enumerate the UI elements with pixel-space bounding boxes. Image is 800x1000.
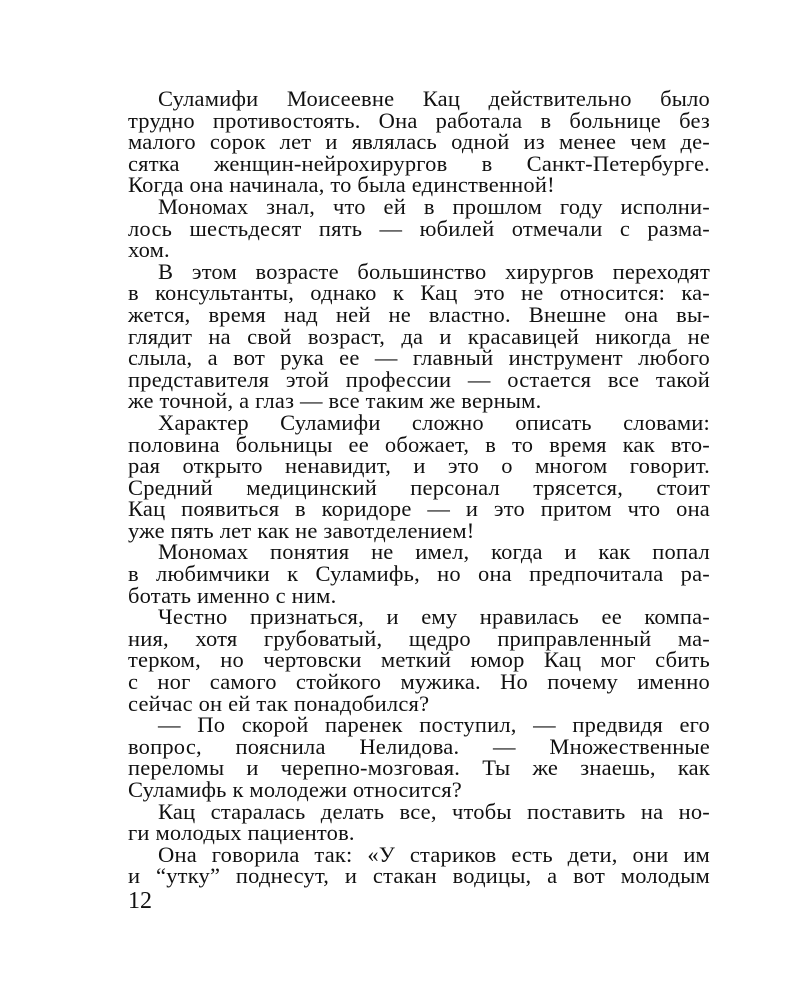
text-line: глядит на свой возраст, да и красавицей никогда не <box>128 323 710 349</box>
page-number: 12 <box>128 888 152 914</box>
text-line: и “утку” поднесут, и стакан водицы, а вот молодым <box>128 863 710 889</box>
text-line: В этом возрасте большинство хирургов переходят <box>158 258 710 284</box>
text-line: Характер Суламифи сложно описать словами: <box>158 409 710 435</box>
text-line: лось шестьдесят пять — юбилей отмечали с разма- <box>128 215 710 241</box>
text-line: Честно признаться, и ему нравилась ее компа- <box>158 604 710 630</box>
text-line: Мономах знал, что ей в прошлом году исполни- <box>158 193 710 219</box>
text-line: представителя этой профессии — остается все такой <box>128 366 710 392</box>
text-line: хом. <box>128 237 170 263</box>
text-line: Средний медицинский персонал трясется, стоит <box>128 474 710 500</box>
text-line: в консультанты, однако к Кац это не относится: ка- <box>128 280 710 306</box>
text-line: рая открыто ненавидит, и это о многом говорит. <box>128 453 710 479</box>
text-line: половина больницы ее обожает, в то время как вто- <box>128 431 710 457</box>
text-line: Мономах понятия не имел, когда и как попал <box>158 539 710 565</box>
body-text <box>128 88 710 887</box>
text-line: в любимчики к Суламифь, но она предпочитала ра- <box>128 561 710 587</box>
text-line: Суламифи Моисеевне Кац действительно было <box>158 86 710 111</box>
text-line: трудно противостоять. Она работала в больнице без <box>128 107 710 133</box>
text-line: слыла, а вот рука ее — главный инструмент любого <box>128 345 710 371</box>
text-line: с ног самого стойкого мужика. Но почему именно <box>128 669 710 695</box>
text-line: — По скорой паренек поступил, — предвидя его <box>158 712 710 738</box>
text-line: вопрос, пояснила Нелидова. — Множественные <box>128 733 710 759</box>
text-line: Когда она начинала, то была единственной! <box>128 172 555 198</box>
text-line: малого сорок лет и являлась одной из менее чем де- <box>128 129 710 155</box>
text-line: переломы и черепно-мозговая. Ты же знаешь, как <box>128 755 710 781</box>
text-line: же точной, а глаз — все таким же верным. <box>128 388 542 414</box>
text-line: уже пять лет как не завотделением! <box>128 517 475 543</box>
text-line: терком, но чертовски меткий юмор Кац мог сбить <box>128 647 710 673</box>
text-line: ги молодых пациентов. <box>128 820 355 846</box>
text-line: Она говорила так: «У стариков есть дети, они им <box>158 841 710 867</box>
text-line: Суламифь к молодежи относится? <box>128 777 462 802</box>
text-line: сятка женщин-нейрохирургов в Санкт-Петербурге. <box>128 150 710 176</box>
text-line: Кац старалась делать все, чтобы поставить на но- <box>158 798 710 824</box>
text-line: Кац появиться в коридоре — и это притом что она <box>128 496 710 522</box>
text-line: ботать именно с ним. <box>128 582 337 608</box>
text-line: жется, время над ней не властно. Внешне она вы- <box>128 301 710 327</box>
text-line: сейчас он ей так понадобился? <box>128 690 430 716</box>
text-line: ния, хотя грубоватый, щедро приправленный ма- <box>128 625 710 651</box>
